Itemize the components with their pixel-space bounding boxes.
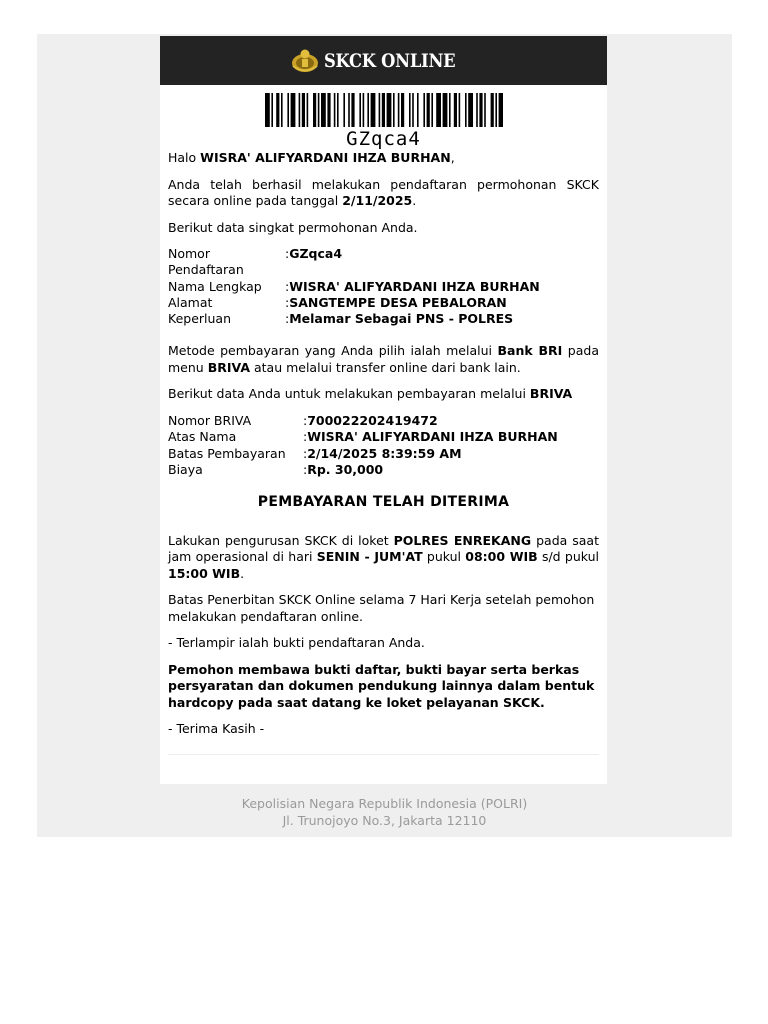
barcode-bar bbox=[484, 93, 486, 127]
table-row bbox=[168, 279, 540, 295]
barcode-bar bbox=[465, 93, 467, 127]
barcode-bar bbox=[449, 93, 451, 127]
barcode-bar bbox=[367, 93, 369, 127]
field-label: Nomor Pendaftaran bbox=[168, 246, 244, 278]
purpose: Melamar Sebagai PNS - POLRES bbox=[289, 311, 514, 327]
field-label: Keperluan bbox=[168, 311, 232, 327]
barcode-bar bbox=[431, 93, 433, 127]
barcode-bar bbox=[359, 93, 361, 127]
barcode-bar bbox=[306, 93, 308, 127]
barcode-bar bbox=[351, 93, 354, 127]
footer-address: Jl. Trunojoyo No.3, Jakarta 12110 bbox=[282, 812, 487, 828]
instructions-text: pukul bbox=[422, 549, 466, 565]
barcode-bar bbox=[442, 93, 447, 127]
open-time: 08:00 WIB bbox=[465, 549, 538, 565]
email-card bbox=[160, 36, 607, 784]
issuance-note: Batas Penerbitan SKCK Online selama 7 Hari Kerja setelah pemohon melakukan pendaftaran online. bbox=[168, 592, 595, 624]
barcode-bar bbox=[498, 93, 502, 127]
instructions-text: Lakukan pengurusan SKCK di loket bbox=[168, 532, 394, 548]
table-row bbox=[168, 413, 558, 429]
registration-barcode bbox=[265, 93, 503, 127]
barcode-bar bbox=[298, 93, 300, 127]
instructions-text: . bbox=[240, 565, 245, 581]
barcode-bar bbox=[417, 93, 419, 127]
footer-org: Kepolisian Negara Republik Indonesia (POLRI) bbox=[241, 796, 528, 811]
field-value: :GZqca4 bbox=[285, 246, 343, 261]
briva-number: 700022202419472 bbox=[307, 412, 438, 428]
divider bbox=[168, 754, 599, 755]
brand-logo bbox=[290, 48, 477, 74]
barcode-bar bbox=[348, 93, 350, 127]
bring-documents-note: Pemohon membawa bukti daftar, bukti bayar serta berkas persyaratan dan dokumen pendukung lainnya dalam bentuk hardcopy pada saat datang ke loket pelayanan SKCK. bbox=[168, 661, 595, 710]
barcode-bar bbox=[426, 93, 429, 127]
fee: Rp. 30,000 bbox=[307, 461, 384, 477]
email-body bbox=[160, 150, 607, 755]
payment-channel: BRIVA bbox=[529, 386, 573, 402]
field-value: :WISRA' ALIFYARDANI IHZA BURHAN bbox=[285, 278, 540, 294]
footer bbox=[37, 796, 732, 829]
field-value: :WISRA' ALIFYARDANI IHZA BURHAN bbox=[303, 429, 558, 445]
table-row bbox=[168, 446, 558, 462]
barcode-bar bbox=[401, 93, 404, 127]
barcode-bar bbox=[479, 93, 482, 127]
barcode-bar bbox=[490, 93, 493, 127]
barcode-bar bbox=[362, 93, 364, 127]
barcode-bar bbox=[313, 93, 316, 127]
barcode-bar bbox=[317, 93, 319, 127]
greeting-name: WISRA' ALIFYARDANI IHZA BURHAN bbox=[200, 150, 451, 165]
barcode-bar bbox=[381, 93, 384, 127]
field-label: Nomor BRIVA bbox=[168, 412, 252, 428]
barcode-bar bbox=[287, 93, 289, 127]
barcode-bar bbox=[337, 93, 339, 127]
barcode-bar bbox=[397, 93, 399, 127]
field-label: Biaya bbox=[168, 461, 203, 477]
table-row bbox=[168, 246, 540, 279]
barcode-bar bbox=[370, 93, 375, 127]
field-value: :Melamar Sebagai PNS - POLRES bbox=[285, 311, 514, 327]
payment-text: atau melalui transfer online dari bank lain. bbox=[250, 359, 521, 375]
barcode-bar bbox=[327, 93, 330, 127]
payment-deadline: 2/14/2025 8:39:59 AM bbox=[307, 445, 462, 461]
barcode-bar bbox=[436, 93, 441, 127]
field-value: :Rp. 30,000 bbox=[303, 461, 384, 477]
instructions-text: pada saat jam operasional di hari bbox=[168, 532, 599, 565]
registration-date: 2/11/2025 bbox=[342, 193, 413, 208]
greeting bbox=[168, 150, 599, 167]
payment-intro bbox=[168, 386, 599, 403]
registration-table bbox=[168, 246, 540, 327]
barcode-bar bbox=[412, 93, 414, 127]
payment-text: pada menu bbox=[168, 343, 599, 375]
summary-intro: Berikut data singkat permohonan Anda. bbox=[168, 219, 418, 235]
barcode-bar bbox=[343, 93, 345, 127]
office-days: SENIN - JUM'AT bbox=[316, 549, 423, 565]
barcode-bar bbox=[265, 93, 270, 127]
greeting-prefix: Halo bbox=[168, 150, 201, 165]
account-name: WISRA' ALIFYARDANI IHZA BURHAN bbox=[307, 429, 558, 445]
field-value: :SANGTEMPE DESA PEBALORAN bbox=[285, 294, 507, 310]
barcode-bar bbox=[276, 93, 279, 127]
intro-text: Anda telah berhasil melakukan pendaftaran permohonan SKCK secara online pada tanggal bbox=[168, 176, 599, 208]
payment-intro-text: Berikut data Anda untuk melakukan pembayaran melalui bbox=[168, 386, 530, 402]
police-emblem-icon bbox=[290, 48, 320, 74]
table-row bbox=[168, 462, 558, 478]
registration-number: GZqca4 bbox=[289, 246, 343, 261]
close-time: 15:00 WIB bbox=[168, 565, 241, 581]
bank-name: Bank BRI bbox=[497, 343, 563, 359]
office-name: POLRES ENREKANG bbox=[393, 532, 532, 548]
barcode-bar bbox=[378, 93, 380, 127]
barcode-bar bbox=[393, 93, 395, 127]
header-banner bbox=[160, 36, 607, 85]
field-label: Atas Nama bbox=[168, 429, 237, 445]
payment-table bbox=[168, 413, 558, 478]
barcode-bar bbox=[423, 93, 425, 127]
field-label: Nama Lengkap bbox=[168, 278, 262, 294]
barcode-bar bbox=[281, 93, 283, 127]
barcode-bar bbox=[321, 93, 326, 127]
barcode-bar bbox=[333, 93, 335, 127]
greeting-suffix: , bbox=[450, 150, 455, 165]
table-row bbox=[168, 311, 540, 327]
instructions-paragraph bbox=[168, 533, 599, 583]
table-row bbox=[168, 429, 558, 445]
full-name: WISRA' ALIFYARDANI IHZA BURHAN bbox=[289, 278, 540, 294]
field-value: :700022202419472 bbox=[303, 412, 438, 428]
barcode-code: GZqca4 bbox=[346, 128, 421, 150]
closing-text: - Terima Kasih - bbox=[168, 721, 265, 737]
barcode-section bbox=[160, 93, 607, 150]
instructions-text: s/d pukul bbox=[537, 549, 599, 565]
barcode-bar bbox=[458, 93, 460, 127]
barcode-bar bbox=[301, 93, 304, 127]
intro-end: . bbox=[412, 193, 417, 208]
field-label: Batas Pembayaran bbox=[168, 445, 286, 461]
payment-status-title: PEMBAYARAN TELAH DITERIMA bbox=[257, 494, 510, 511]
barcode-bar bbox=[453, 93, 456, 127]
table-row bbox=[168, 295, 540, 311]
intro-paragraph bbox=[168, 177, 599, 210]
field-label: Alamat bbox=[168, 294, 213, 310]
barcode-bar bbox=[495, 93, 497, 127]
barcode-bar bbox=[290, 93, 295, 127]
barcode-bar bbox=[271, 93, 273, 127]
address: SANGTEMPE DESA PEBALORAN bbox=[289, 294, 507, 310]
menu-name: BRIVA bbox=[207, 359, 250, 375]
payment-text: Metode pembayaran yang Anda pilih ialah melalui bbox=[168, 343, 498, 359]
payment-method-paragraph bbox=[168, 343, 599, 376]
barcode-bar bbox=[409, 93, 411, 127]
field-value: :2/14/2025 8:39:59 AM bbox=[303, 445, 462, 461]
barcode-bar bbox=[386, 93, 391, 127]
brand-title: SKCK ONLINE bbox=[324, 49, 456, 72]
barcode-bar bbox=[476, 93, 478, 127]
barcode-bar bbox=[468, 93, 473, 127]
attachment-note: - Terlampir ialah bukti pendaftaran Anda. bbox=[168, 635, 425, 651]
